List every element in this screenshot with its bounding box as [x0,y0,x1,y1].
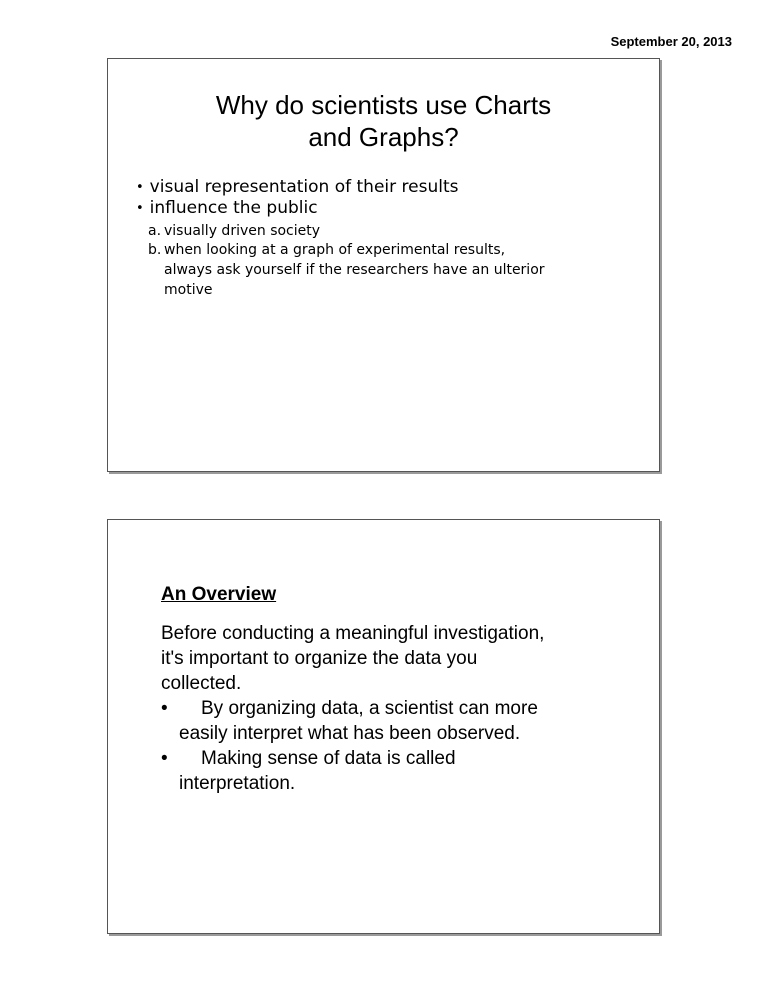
slide-1-title [108,89,659,153]
intro-line-3: collected. [161,673,242,694]
bullet-text: influence the public [149,198,318,218]
sub-item-b [148,240,545,300]
sub-item-label: b. [148,242,162,258]
title-line-1: Why do scientists use Charts [215,90,552,120]
bullet-line-1: Making sense of data is called [201,748,456,769]
bullet-marker: • [136,201,144,216]
page-date: September 20, 2013 [610,34,732,49]
bullet-organizing-data [161,696,631,746]
bullet-influence-public [136,198,318,218]
sub-item-a [148,221,320,241]
sub-item-text-line-1: when looking at a graph of experimental results, [164,242,506,258]
bullet-line-1: By organizing data, a scientist can more [201,698,538,719]
sub-item-label: a. [148,223,162,239]
title-line-2: and Graphs? [308,122,459,152]
sub-item-text-line-3: motive [164,282,213,298]
slide-2 [107,519,660,934]
sub-item-text: visually driven society [164,223,321,239]
bullet-line-2: easily interpret what has been observed. [179,723,521,744]
slide-1 [107,58,660,472]
bullet-marker: • [161,698,168,719]
intro-line-2: it's important to organize the data you [161,648,478,669]
slide-2-heading: An Overview [161,584,277,605]
sub-item-text-line-2: always ask yourself if the researchers have an ulterior [164,262,545,278]
bullet-line-2: interpretation. [179,773,296,794]
bullet-making-sense [161,746,631,796]
bullet-marker: • [136,180,144,195]
bullet-text: visual representation of their results [149,177,459,197]
intro-paragraph [161,621,631,696]
bullet-visual-representation [136,177,458,197]
bullet-marker: • [161,748,168,769]
intro-line-1: Before conducting a meaningful investigation, [161,623,545,644]
